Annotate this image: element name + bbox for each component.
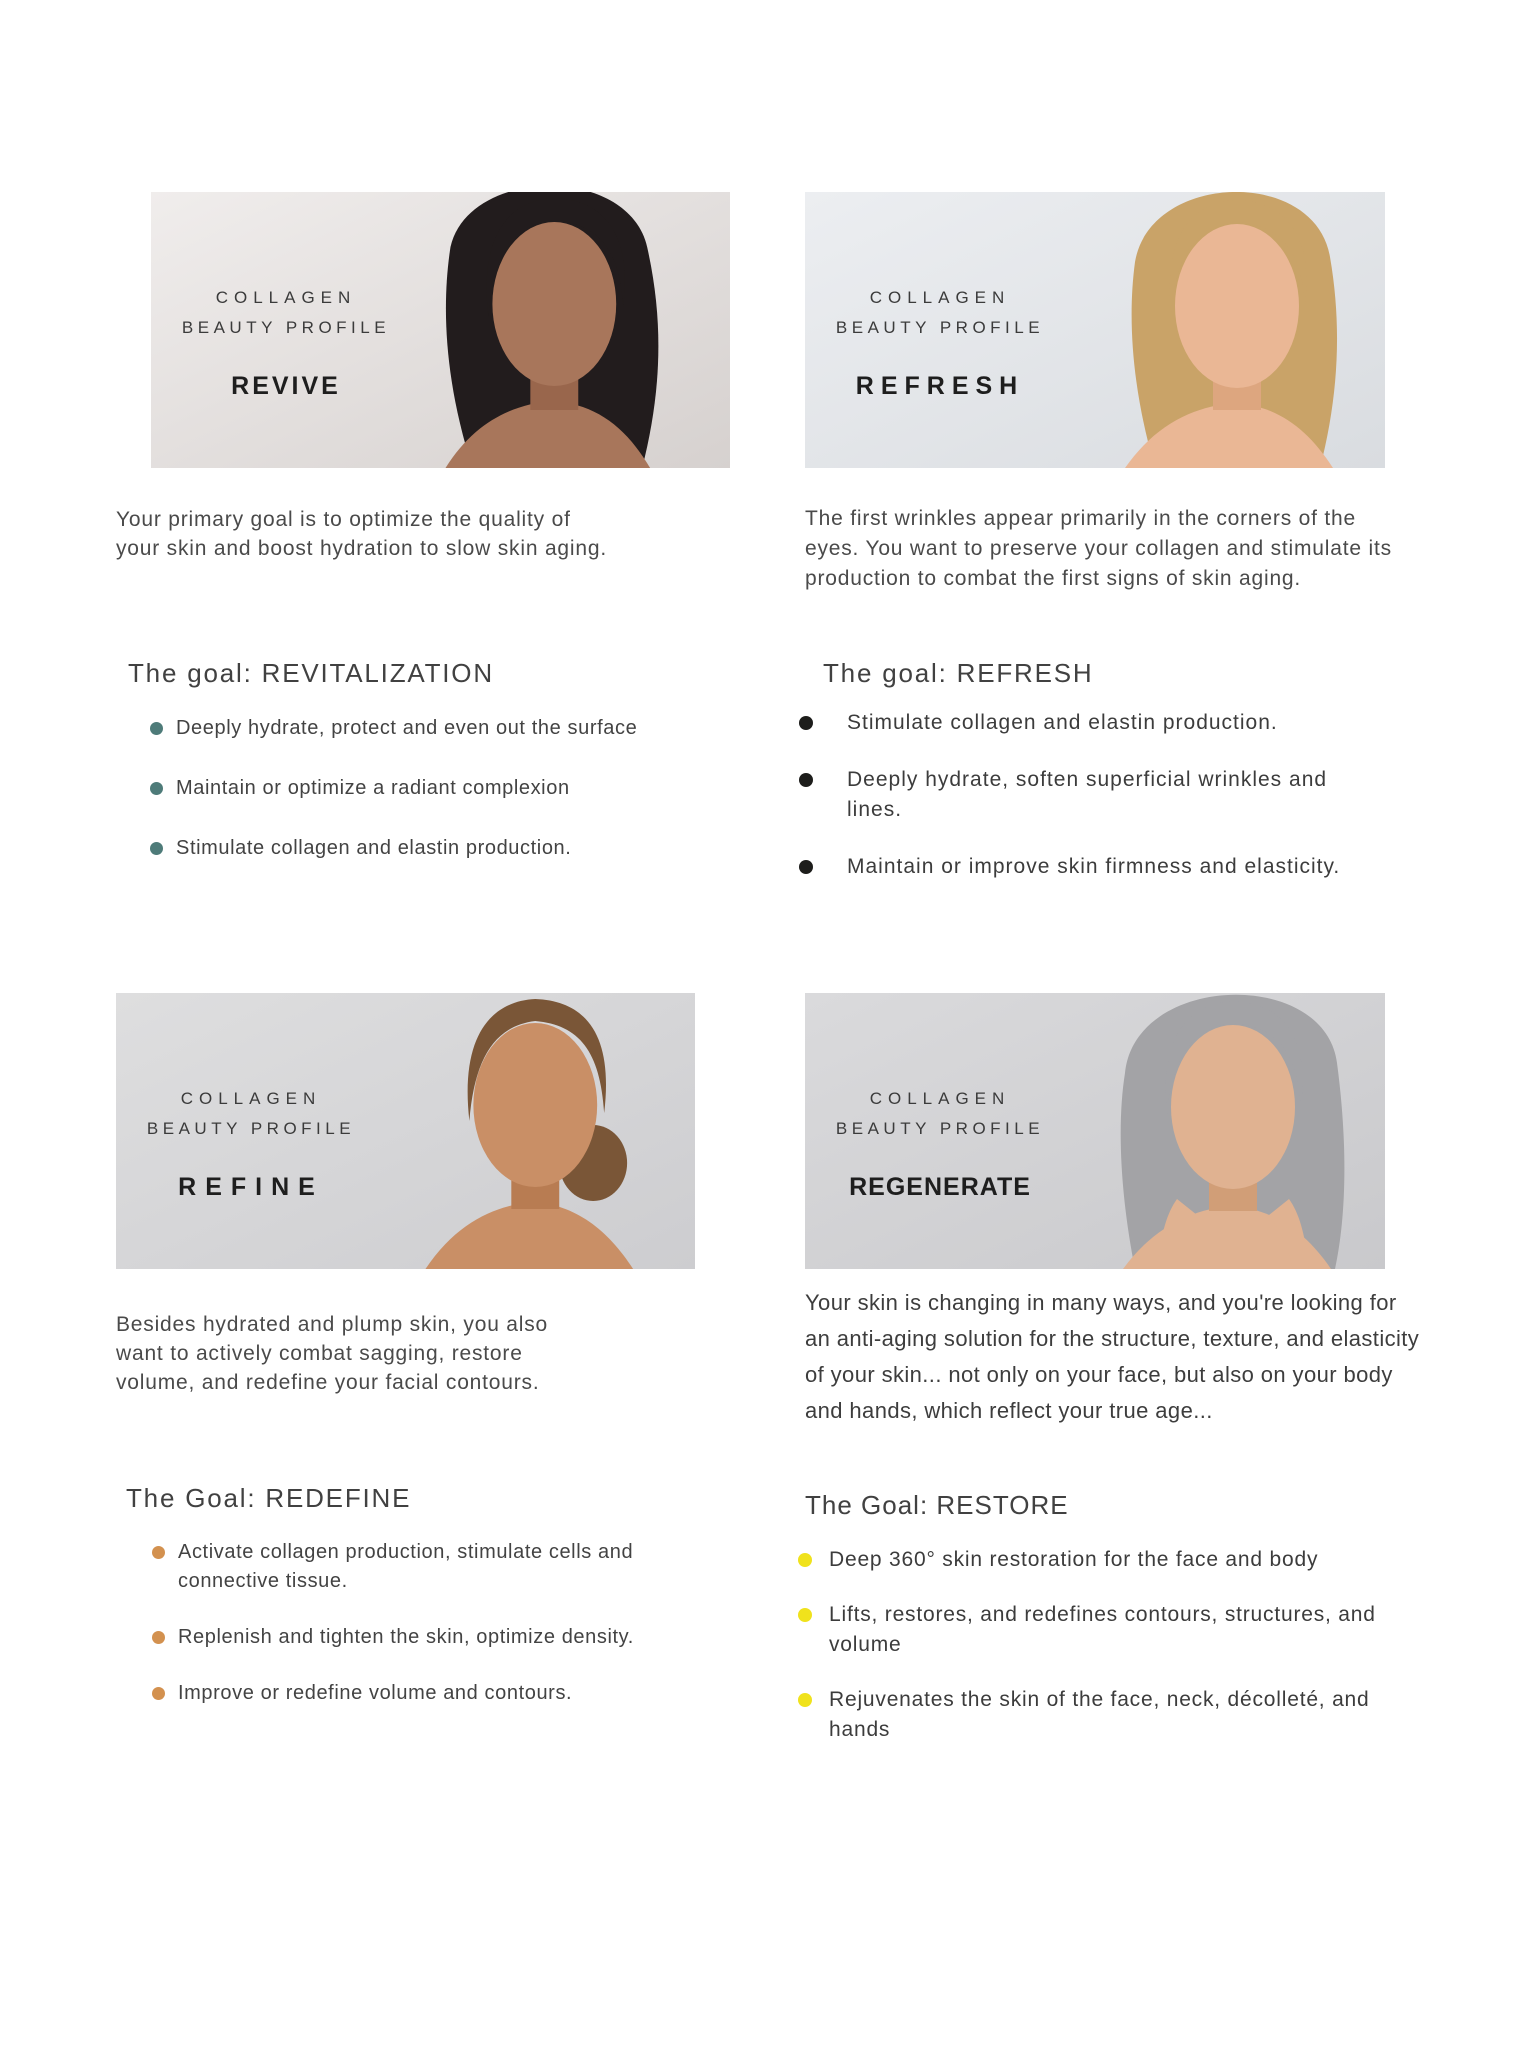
bullet-item [799, 852, 1371, 882]
bullet-item [799, 765, 1371, 825]
bullet-list [798, 1545, 1406, 1770]
bullet-item [150, 774, 670, 803]
goal-heading: The Goal: REDEFINE [126, 1483, 412, 1513]
bullet-text: Deep 360° skin restoration for the face and body [829, 1548, 1319, 1571]
card-text-block [116, 1089, 386, 1202]
profile-section-revive [116, 192, 730, 892]
profile-section-regenerate [805, 993, 1430, 1773]
bullet-list [799, 708, 1371, 909]
bullet-text: Deeply hydrate, soften superficial wrinkles and lines. [847, 768, 1328, 821]
bullet-dot-icon [150, 722, 163, 735]
bullet-item [150, 714, 670, 743]
bullet-item [152, 1623, 652, 1652]
goal-heading: The goal: REVITALIZATION [128, 658, 494, 688]
brand-line: COLLAGEN [869, 1089, 1011, 1108]
goal-heading: The Goal: RESTORE [805, 1490, 1069, 1520]
brand-line: BEAUTY PROFILE [146, 1119, 356, 1138]
profile-card-revive [151, 192, 730, 468]
bullet-text: Improve or redefine volume and contours. [178, 1682, 573, 1704]
profile-card-refresh [805, 192, 1385, 468]
bullet-text: Maintain or improve skin firmness and elasticity. [847, 855, 1341, 878]
brand-line: COLLAGEN [869, 288, 1011, 307]
bullet-item [798, 1545, 1406, 1575]
bullet-text: Maintain or optimize a radiant complexion [176, 777, 570, 799]
bullet-item [798, 1600, 1406, 1660]
bullet-list [150, 714, 670, 894]
bullet-dot-icon [150, 842, 163, 855]
card-text-block [805, 1089, 1075, 1202]
profile-section-refine [116, 993, 730, 1753]
bullet-item [152, 1538, 652, 1596]
brand-line: BEAUTY PROFILE [835, 1119, 1045, 1138]
goal-heading: The goal: REFRESH [823, 658, 1094, 688]
bullet-text: Stimulate collagen and elastin production. [176, 837, 572, 859]
profile-name: REFINE [178, 1173, 324, 1201]
brand-line: BEAUTY PROFILE [181, 318, 391, 337]
profile-name: REVIVE [231, 372, 341, 400]
profile-name: REFRESH [855, 372, 1025, 400]
bullet-dot-icon [798, 1608, 812, 1622]
bullet-item [150, 834, 670, 863]
bullet-dot-icon [798, 1553, 812, 1567]
bullet-dot-icon [799, 716, 813, 730]
bullet-text: Activate collagen production, stimulate cells and connective tissue. [178, 1541, 634, 1592]
card-text-block [805, 288, 1075, 401]
bullet-item [798, 1685, 1406, 1745]
bullet-dot-icon [152, 1687, 165, 1700]
bullet-text: Replenish and tighten the skin, optimize density. [178, 1626, 634, 1648]
profile-card-regenerate [805, 993, 1385, 1269]
bullet-dot-icon [799, 773, 813, 787]
profile-description: Besides hydrated and plump skin, you also want to actively combat sagging, restore volume, and redefine your facial contours. [116, 1313, 549, 1394]
brand-line: COLLAGEN [180, 1089, 322, 1108]
bullet-dot-icon [799, 860, 813, 874]
profile-description: Your skin is changing in many ways, and you're looking for an anti-aging solution for the structure, texture, and elasticity of your skin... not only on your face, but also on your body and hands, which reflect your true age... [805, 1290, 1420, 1423]
card-text-block [151, 288, 421, 401]
bullet-text: Rejuvenates the skin of the face, neck, décolleté, and hands [829, 1688, 1370, 1741]
bullet-text: Lifts, restores, and redefines contours, structures, and volume [829, 1603, 1376, 1656]
bullet-dot-icon [152, 1631, 165, 1644]
profile-description: Your primary goal is to optimize the quality of your skin and boost hydration to slow skin aging. [116, 508, 607, 560]
bullet-text: Stimulate collagen and elastin production. [847, 711, 1278, 734]
brand-line: BEAUTY PROFILE [835, 318, 1045, 337]
bullet-dot-icon [150, 782, 163, 795]
profile-description: The first wrinkles appear primarily in the corners of the eyes. You want to preserve your collagen and stimulate its production to combat the first signs of skin aging. [805, 507, 1392, 590]
profile-name: REGENERATE [849, 1173, 1031, 1201]
bullet-dot-icon [798, 1693, 812, 1707]
bullet-text: Deeply hydrate, protect and even out the surface [176, 717, 638, 739]
bullet-dot-icon [152, 1546, 165, 1559]
profile-card-refine [116, 993, 695, 1269]
bullet-item [152, 1679, 652, 1708]
bullet-list [152, 1538, 652, 1735]
profile-section-refresh [805, 192, 1425, 892]
bullet-item [799, 708, 1371, 738]
brand-line: COLLAGEN [215, 288, 357, 307]
